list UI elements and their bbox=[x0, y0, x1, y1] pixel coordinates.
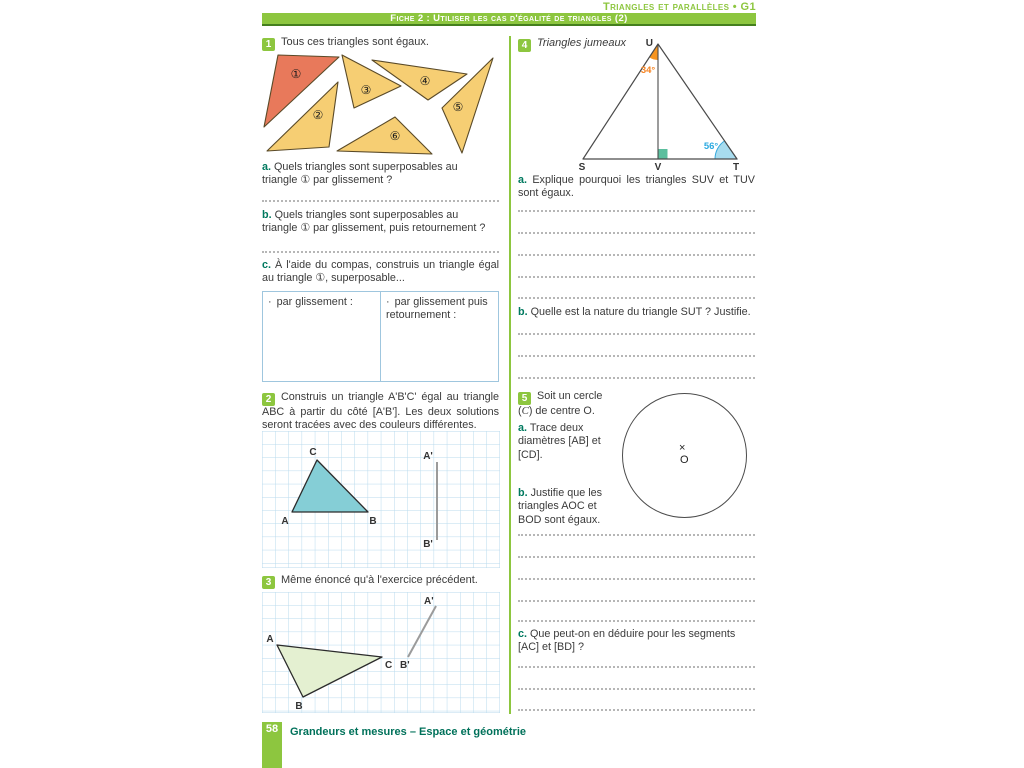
bullet: · bbox=[386, 296, 390, 308]
paren-open: ( bbox=[518, 405, 522, 417]
exercise-1-title: Tous ces triangles sont égaux. bbox=[281, 36, 429, 48]
question-a-label: a. bbox=[518, 174, 528, 186]
twin-triangles-figure bbox=[557, 36, 757, 172]
footer-page-number: 58 bbox=[262, 722, 282, 768]
answer-line bbox=[262, 251, 499, 253]
vertex-a-label: A bbox=[281, 516, 289, 527]
exercise-5-badge: 5 bbox=[518, 392, 531, 405]
circle-figure bbox=[622, 393, 747, 518]
exercise-2-badge: 2 bbox=[262, 393, 275, 406]
triangle-6-number: ⑥ bbox=[389, 129, 401, 143]
answer-line bbox=[518, 297, 755, 299]
exercise-1-heading bbox=[262, 36, 429, 51]
question-a-label: a. bbox=[262, 161, 272, 173]
answer-line bbox=[518, 377, 755, 379]
vertex-v-label: V bbox=[654, 162, 662, 172]
table-option-glissement: par glissement : bbox=[276, 296, 353, 308]
exercise-4-badge: 4 bbox=[518, 39, 531, 52]
answer-line bbox=[518, 254, 755, 256]
question-a-text: Trace deux diamètres [AB] et [CD]. bbox=[518, 422, 601, 461]
answer-line bbox=[518, 709, 755, 711]
exercise-1-badge: 1 bbox=[262, 38, 275, 51]
vertex-bp-label: B' bbox=[400, 660, 410, 671]
right-angle-marker bbox=[659, 149, 668, 159]
answer-line bbox=[518, 276, 755, 278]
answer-line bbox=[518, 688, 755, 690]
exercise-1-question-b bbox=[262, 209, 487, 236]
question-b-text: Quelle est la nature du triangle SUT ? Justifie. bbox=[530, 306, 751, 318]
footer-section-title: Grandeurs et mesures – Espace et géométrie bbox=[290, 726, 526, 738]
exercise-2-text: Construis un triangle A'B'C' égal au triangle ABC à partir du côté [A'B']. Les deux solutions seront tracées avec des couleurs différentes. bbox=[262, 391, 499, 432]
exercise-1-question-c bbox=[262, 259, 499, 286]
exercise-4-title: Triangles jumeaux bbox=[537, 37, 627, 49]
exercise-4-question-b bbox=[518, 306, 755, 319]
angle-t-value: 56° bbox=[703, 141, 719, 152]
answer-line bbox=[518, 620, 755, 622]
center-o-label: O bbox=[680, 454, 689, 466]
bullet: · bbox=[268, 296, 272, 308]
answer-line bbox=[518, 556, 755, 558]
course-title: Triangles et parallèles • G1 bbox=[603, 1, 756, 13]
angle-u-value: 34° bbox=[640, 65, 656, 76]
exercise-5-intro bbox=[518, 390, 622, 418]
exercise-5-question-c bbox=[518, 628, 755, 655]
vertex-ap-label: A' bbox=[424, 596, 434, 607]
vertex-b-label: B bbox=[369, 516, 377, 527]
triangle-6 bbox=[337, 117, 432, 154]
exercise-5-intro-line1: Soit un cercle bbox=[537, 390, 603, 402]
exercise-5-question-b bbox=[518, 487, 622, 527]
sheet-title-banner: Fiche 2 : Utiliser les cas d'égalité de triangles (2) bbox=[262, 13, 756, 26]
question-a-label: a. bbox=[518, 422, 528, 434]
triangle-1-number: ① bbox=[290, 67, 302, 81]
question-b-text: Justifie que les triangles AOC et BOD sont égaux. bbox=[518, 487, 603, 526]
construction-grid-3 bbox=[262, 592, 500, 713]
answer-line bbox=[262, 200, 499, 202]
center-mark-icon: × bbox=[679, 442, 686, 454]
vertex-bp-label: B' bbox=[423, 539, 433, 550]
question-b-label: b. bbox=[518, 487, 528, 499]
table-cell-glissement bbox=[263, 292, 381, 381]
intro-rest: ) de centre O. bbox=[528, 405, 595, 417]
vertex-a-label: A bbox=[266, 634, 274, 645]
exercise-3-heading bbox=[262, 574, 478, 589]
vertex-s-label: S bbox=[578, 162, 586, 172]
triangle-2-number: ② bbox=[312, 108, 324, 122]
exercise-3-title: Même énoncé qu'à l'exercice précédent. bbox=[281, 574, 478, 586]
triangle-4-number: ④ bbox=[419, 74, 431, 88]
column-divider bbox=[509, 36, 511, 714]
question-a-text: Quels triangles sont superposables au triangle ① par glissement ? bbox=[262, 161, 458, 187]
exercise-2-statement bbox=[262, 391, 499, 433]
question-b-label: b. bbox=[518, 306, 528, 318]
vertex-ap-label: A' bbox=[423, 451, 433, 462]
answer-line bbox=[518, 600, 755, 602]
equal-triangles-figure bbox=[262, 52, 500, 160]
vertex-b-label: B bbox=[295, 701, 303, 712]
exercise-4-question-a bbox=[518, 174, 755, 201]
construction-grid-2 bbox=[262, 431, 500, 568]
circle-name: C bbox=[521, 405, 529, 417]
question-c-text: À l'aide du compas, construis un triangle égal au triangle ①, superposable... bbox=[262, 259, 499, 285]
table-option-retournement: par glissement puis retournement : bbox=[386, 296, 488, 321]
vertex-t-label: T bbox=[732, 162, 740, 172]
answer-line bbox=[518, 333, 755, 335]
answer-line bbox=[518, 210, 755, 212]
exercise-5-question-a bbox=[518, 422, 613, 462]
question-c-label: c. bbox=[518, 628, 528, 640]
question-a-text: Explique pourquoi les triangles SUV et TUV sont égaux. bbox=[518, 174, 756, 200]
question-c-label: c. bbox=[262, 259, 272, 271]
vertex-c-label: C bbox=[309, 447, 317, 458]
answer-line bbox=[518, 666, 755, 668]
question-b-text: Quels triangles sont superposables au triangle ① par glissement, puis retournement ? bbox=[262, 209, 486, 235]
answer-line bbox=[518, 578, 755, 580]
vertex-c-label: C bbox=[385, 660, 393, 671]
question-c-text: Que peut-on en déduire pour les segments [AC] et [BD] ? bbox=[518, 628, 736, 654]
answer-line bbox=[518, 355, 755, 357]
exercise-1-question-a bbox=[262, 161, 472, 188]
exercise-3-badge: 3 bbox=[262, 576, 275, 589]
vertex-u-label: U bbox=[645, 38, 653, 49]
answer-line bbox=[518, 232, 755, 234]
answer-line bbox=[518, 534, 755, 536]
triangle-5-number: ⑤ bbox=[452, 100, 464, 114]
question-b-label: b. bbox=[262, 209, 272, 221]
table-cell-retournement bbox=[381, 292, 498, 381]
triangle-3-number: ③ bbox=[360, 83, 372, 97]
answers-table bbox=[262, 291, 499, 382]
